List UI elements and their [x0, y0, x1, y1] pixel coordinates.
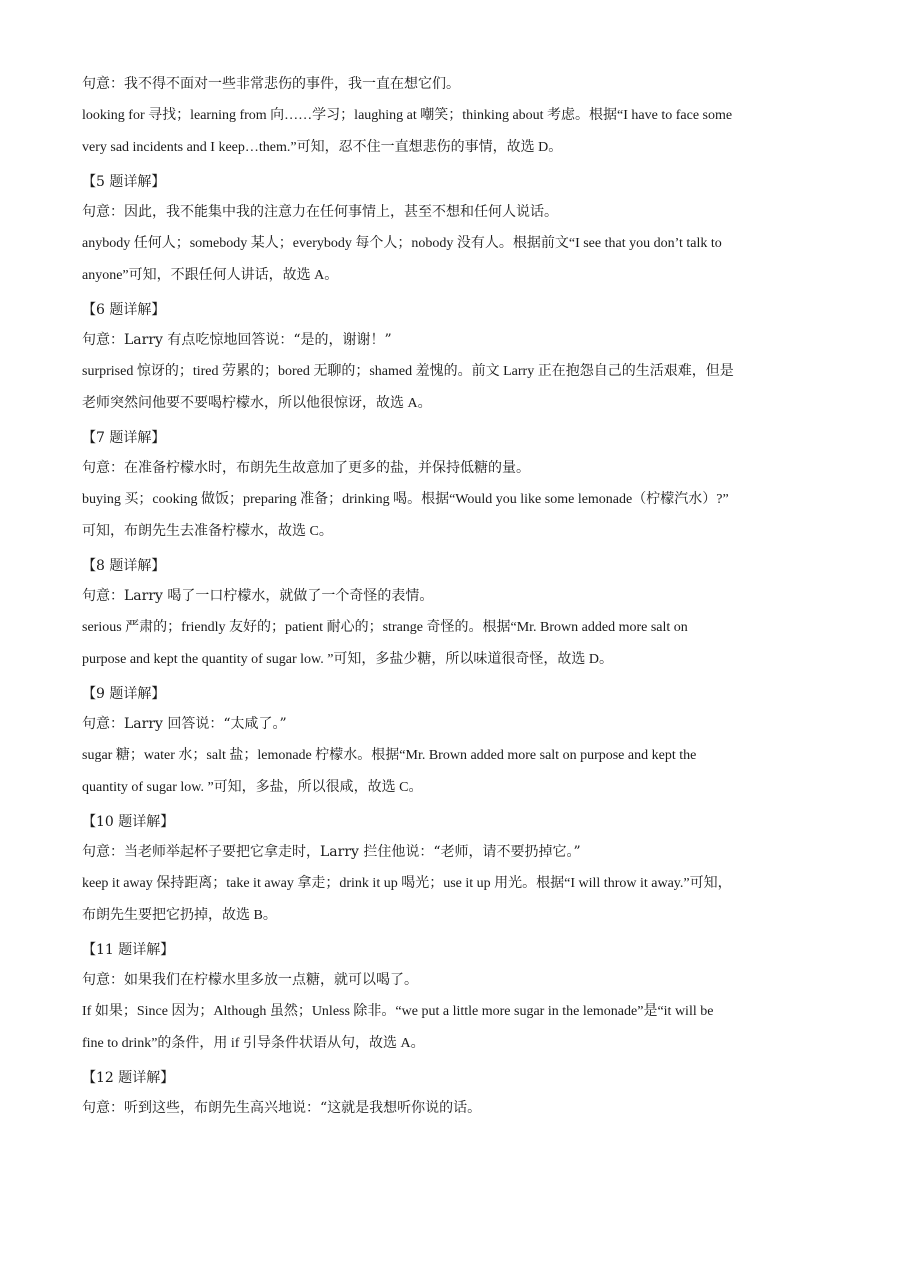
- sentence-meaning: 句意：因此，我不能集中我的注意力在任何事情上，甚至不想和任何人说话。: [82, 204, 558, 220]
- explanation-line: surprised 惊讶的；tired 劳累的；bored 无聊的；shamed 羞愧的。前文 Larry 正在抱怨自己的生活艰难，但是: [82, 364, 734, 379]
- explanation-line: looking for 寻找；learning from 向……学习；laughing at 嘲笑；thinking about 考虑。根据“I have to face some: [82, 108, 733, 123]
- answer-block: [82, 1068, 827, 1122]
- explanation-line: anybody 任何人；somebody 某人；everybody 每个人；nobody 没有人。根据前文“I see that you don’t talk to: [82, 236, 722, 251]
- question-heading: 【5 题详解】: [82, 174, 166, 190]
- question-heading: 【6 题详解】: [82, 302, 166, 318]
- explanation-line: very sad incidents and I keep…them.”可知，忍不住一直想悲伤的事情，故选 D。: [82, 140, 563, 155]
- explanation-line: 老师突然问他要不要喝柠檬水，所以他很惊讶，故选 A。: [82, 396, 432, 411]
- explanation-line: serious 严肃的；friendly 友好的；patient 耐心的；strange 奇怪的。根据“Mr. Brown added more salt on: [82, 620, 688, 635]
- answer-block: [82, 74, 827, 168]
- document-page: [82, 74, 827, 1122]
- answer-block: [82, 812, 827, 936]
- sentence-meaning: 句意：在准备柠檬水时，布朗先生故意加了更多的盐，并保持低糖的量。: [82, 460, 530, 476]
- answer-block: [82, 428, 827, 552]
- answer-block: [82, 940, 827, 1064]
- explanation-line: 布朗先生要把它扔掉，故选 B。: [82, 908, 277, 923]
- answer-block: [82, 684, 827, 808]
- sentence-meaning: 句意：Larry 回答说：“太咸了。”: [82, 716, 287, 732]
- answer-block: [82, 172, 827, 296]
- explanation-line: keep it away 保持距离；take it away 拿走；drink it up 喝光；use it up 用光。根据“I will throw it away.”可知，: [82, 876, 732, 891]
- answer-block: [82, 300, 827, 424]
- sentence-meaning: 句意：Larry 有点吃惊地回答说：“是的，谢谢！”: [82, 332, 392, 348]
- sentence-meaning: 句意：如果我们在柠檬水里多放一点糖，就可以喝了。: [82, 972, 418, 988]
- sentence-meaning: 句意：我不得不面对一些非常悲伤的事件，我一直在想它们。: [82, 76, 460, 92]
- explanation-line: If 如果；Since 因为；Although 虽然；Unless 除非。“we put a little more sugar in the lemonade”是“it will be: [82, 1004, 714, 1019]
- question-heading: 【9 题详解】: [82, 686, 166, 702]
- question-heading: 【12 题详解】: [82, 1070, 175, 1086]
- question-heading: 【11 题详解】: [82, 942, 175, 958]
- question-heading: 【7 题详解】: [82, 430, 166, 446]
- sentence-meaning: 句意：当老师举起杯子要把它拿走时，Larry 拦住他说：“老师，请不要扔掉它。”: [82, 844, 581, 860]
- explanation-line: 可知，布朗先生去准备柠檬水，故选 C。: [82, 524, 333, 539]
- sentence-meaning: 句意：听到这些，布朗先生高兴地说：“这就是我想听你说的话。: [82, 1100, 482, 1116]
- explanation-line: buying 买；cooking 做饭；preparing 准备；drinking 喝。根据“Would you like some lemonade（柠檬汽水）?”: [82, 492, 729, 507]
- sentence-meaning: 句意：Larry 喝了一口柠檬水，就做了一个奇怪的表情。: [82, 588, 434, 604]
- question-heading: 【8 题详解】: [82, 558, 166, 574]
- answer-block: [82, 556, 827, 680]
- explanation-line: fine to drink”的条件，用 if 引导条件状语从句，故选 A。: [82, 1036, 425, 1051]
- explanation-line: purpose and kept the quantity of sugar low. ”可知，多盐少糖，所以味道很奇怪，故选 D。: [82, 652, 614, 667]
- question-heading: 【10 题详解】: [82, 814, 175, 830]
- explanation-line: sugar 糖；water 水；salt 盐；lemonade 柠檬水。根据“Mr. Brown added more salt on purpose and kept the: [82, 748, 697, 763]
- explanation-line: anyone”可知，不跟任何人讲话，故选 A。: [82, 268, 339, 283]
- explanation-line: quantity of sugar low. ”可知，多盐，所以很咸，故选 C。: [82, 780, 423, 795]
